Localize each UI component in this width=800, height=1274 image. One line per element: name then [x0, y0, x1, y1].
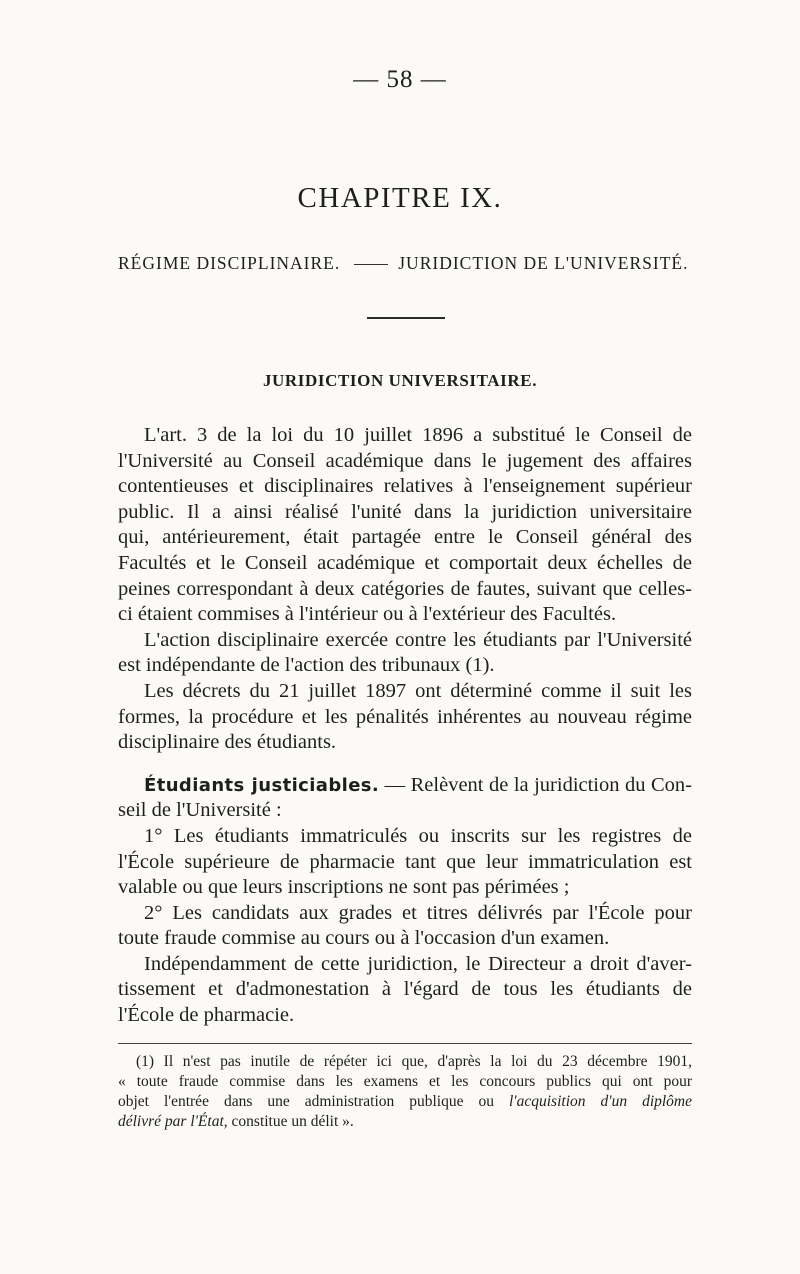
text-line: disciplinaire des étudiants. — [118, 731, 337, 754]
footnote-text: constitue un délit ». — [227, 1113, 354, 1130]
footnote-italic: délivré par l'État, — [118, 1113, 228, 1130]
text-line: formes, la procédure et les pénalités inhérentes au nouveau régime — [118, 705, 692, 728]
paragraph-2 — [118, 628, 692, 679]
footnote-text: objet l'entrée dans une administration publique ou — [118, 1093, 494, 1110]
paragraph-1 — [118, 423, 692, 628]
subtitle-right: JURIDICTION DE L'UNIVERSITÉ. — [398, 253, 689, 273]
footnote-italic: l'acquisition d'un diplôme — [509, 1093, 692, 1110]
text-line: tissement et d'admonestation à l'égard de tous les étudiants de — [118, 978, 692, 1001]
text-line: valable ou que leurs inscriptions ne sont pas périmées ; — [118, 876, 570, 899]
text-line: L'art. 3 de la loi du 10 juillet 1896 a substitué le Conseil de — [144, 424, 692, 446]
lead-continuation: — Relèvent de la juridiction du Con- — [379, 773, 692, 796]
text-line: est indépendante de l'action des tribunaux (1). — [118, 654, 495, 677]
text-line: l'École supérieure de pharmacie tant que leur immatriculation est — [118, 850, 692, 873]
paragraph-7 — [118, 952, 692, 1029]
footnote-line: (1) Il n'est pas inutile de répéter ici que, d'après la loi du 23 décembre 1901, — [136, 1053, 692, 1070]
subtitle-dash — [354, 264, 388, 265]
text-line: l'École de pharmacie. — [118, 1004, 295, 1027]
text-line: toute fraude commise au cours ou à l'occasion d'un examen. — [118, 927, 610, 950]
text-line: ci étaient commises à l'intérieur ou à l'extérieur des Facultés. — [118, 603, 617, 626]
paragraph-gap — [118, 756, 692, 773]
paragraph-4 — [118, 773, 692, 824]
section-heading: JURIDICTION UNIVERSITAIRE. — [262, 371, 538, 390]
text-line: qui, antérieurement, était partagée entre le Conseil général des — [118, 526, 692, 549]
footnote-line — [118, 1112, 692, 1132]
text-line: contentieuses et disciplinaires relatives à l'enseignement supérieur — [118, 475, 692, 498]
footnote-line: « toute fraude commise dans les examens et les concours publics qui ont pour — [118, 1073, 692, 1090]
subtitle-left: RÉGIME DISCIPLINAIRE. — [118, 253, 341, 273]
text-line: seil de l'Université : — [118, 799, 282, 822]
footnote-divider — [118, 1043, 692, 1044]
text-line: l'Université au Conseil académique dans le jugement des affaires — [118, 449, 692, 472]
text-line: 2° Les candidats aux grades et titres délivrés par l'École pour — [144, 901, 692, 924]
paragraph-3 — [118, 679, 692, 756]
text-line — [118, 773, 692, 799]
text-line: 1° Les étudiants immatriculés ou inscrits sur les registres de — [144, 824, 692, 847]
chapter-title: CHAPITRE IX. — [297, 182, 503, 214]
footnote-line — [118, 1092, 692, 1112]
text-line: Facultés et le Conseil académique et comportait deux échelles de — [118, 551, 692, 574]
page-number: — 58 — — [353, 66, 447, 93]
text-line: Indépendamment de cette juridiction, le Directeur a droit d'aver- — [144, 952, 692, 975]
chapter-subtitle — [118, 253, 692, 274]
text-line: public. Il a ainsi réalisé l'unité dans la juridiction universitaire — [118, 500, 692, 523]
lead-heading: Étudiants justiciables. — [144, 774, 380, 796]
body-text — [118, 423, 692, 1029]
chapter-divider — [367, 317, 445, 319]
paragraph-6 — [118, 901, 692, 952]
footnote — [118, 1052, 692, 1132]
text-line: L'action disciplinaire exercée contre les étudiants par l'Université — [144, 628, 692, 651]
paragraph-5 — [118, 824, 692, 901]
text-line: peines correspondant à deux catégories de fautes, suivant que celles- — [118, 577, 692, 600]
text-line: Les décrets du 21 juillet 1897 ont déterminé comme il suit les — [144, 679, 692, 702]
